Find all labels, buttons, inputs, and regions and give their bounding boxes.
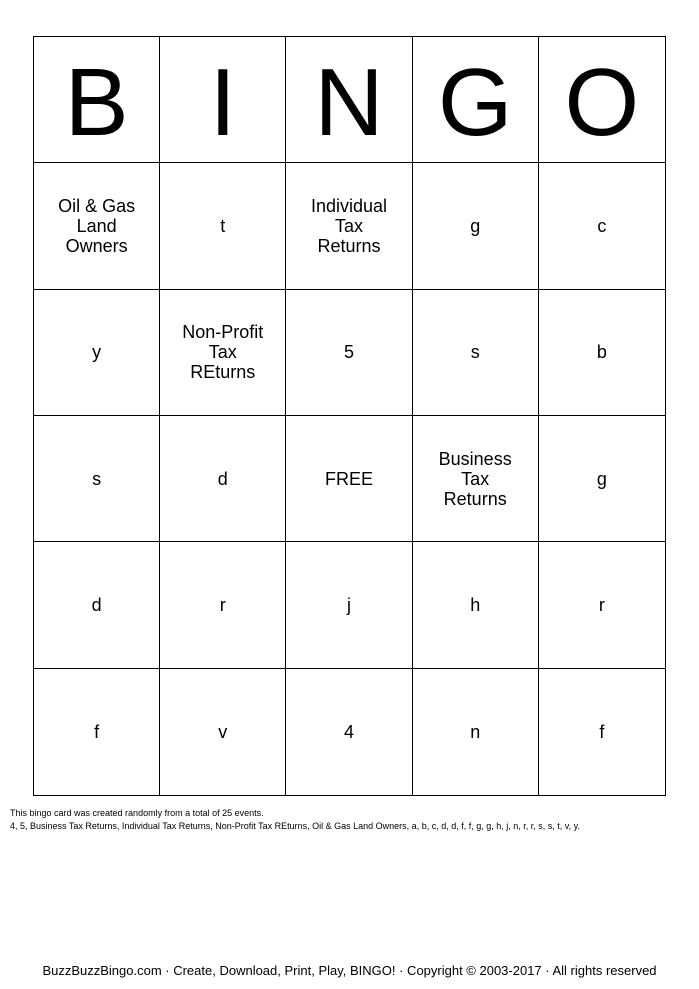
bingo-cell xyxy=(160,542,286,668)
header-letter-i: I xyxy=(160,37,286,163)
cell-text: r xyxy=(598,594,605,615)
bingo-cell xyxy=(539,290,665,416)
cell-text: g xyxy=(596,468,607,489)
header-letter-b: B xyxy=(34,37,160,163)
cell-text: h xyxy=(470,594,481,615)
bingo-cell xyxy=(160,416,286,542)
bingo-cell xyxy=(286,669,412,795)
bingo-cell xyxy=(34,669,160,795)
bingo-cell xyxy=(413,669,539,795)
header-letter-o: O xyxy=(539,37,665,163)
header-letter-g: G xyxy=(413,37,539,163)
bingo-cell xyxy=(34,163,160,289)
cell-text: b xyxy=(596,342,607,363)
bingo-cell xyxy=(34,542,160,668)
cell-text: Individual Tax Returns xyxy=(310,195,388,256)
bingo-cell xyxy=(160,290,286,416)
cell-text: f xyxy=(94,721,100,742)
cell-text: r xyxy=(219,594,226,615)
cell-text: d xyxy=(91,594,102,615)
bingo-cell xyxy=(413,163,539,289)
cell-text: 5 xyxy=(343,342,354,363)
card-creation-note: This bingo card was created randomly from a total of 25 events. xyxy=(10,808,264,818)
bingo-cell xyxy=(286,290,412,416)
cell-text: v xyxy=(218,721,228,742)
bingo-card xyxy=(33,36,666,796)
bingo-cell xyxy=(286,163,412,289)
cell-text: Non-Profit Tax REturns xyxy=(182,322,264,383)
cell-text: FREE xyxy=(324,468,373,489)
cell-text: Business Tax Returns xyxy=(438,448,512,509)
free-cell xyxy=(286,416,412,542)
bingo-cell xyxy=(539,542,665,668)
cell-text: g xyxy=(470,215,481,236)
bingo-cell xyxy=(160,163,286,289)
bingo-cell xyxy=(34,416,160,542)
cell-text: d xyxy=(217,468,228,489)
cell-text: y xyxy=(92,342,102,363)
bingo-cell xyxy=(413,416,539,542)
cell-text: n xyxy=(470,721,481,742)
bingo-cell xyxy=(160,669,286,795)
bingo-cell xyxy=(539,416,665,542)
cell-text: s xyxy=(470,342,480,363)
bingo-cell xyxy=(539,669,665,795)
bingo-cell xyxy=(539,163,665,289)
cell-text: f xyxy=(599,721,605,742)
cell-text: s xyxy=(92,468,102,489)
event-list: 4, 5, Business Tax Returns, Individual Tax Returns, Non-Profit Tax REturns, Oil & Gas Land Owners, a, b, c, d, d, f, f, g, g, h, j, n, r, r, s, s, t, v, y. xyxy=(10,821,580,831)
header-letter-n: N xyxy=(286,37,412,163)
bingo-cell xyxy=(413,542,539,668)
cell-text: t xyxy=(220,215,226,236)
bingo-cell xyxy=(413,290,539,416)
site-footer: BuzzBuzzBingo.com · Create, Download, Print, Play, BINGO! · Copyright © 2003-2017 · All rights reserved xyxy=(42,963,657,978)
cell-text: 4 xyxy=(343,721,354,742)
cell-text: Oil & Gas Land Owners xyxy=(58,195,136,256)
bingo-cell xyxy=(34,290,160,416)
cell-text: j xyxy=(346,594,351,615)
bingo-cell xyxy=(286,542,412,668)
cell-text: c xyxy=(597,215,607,236)
